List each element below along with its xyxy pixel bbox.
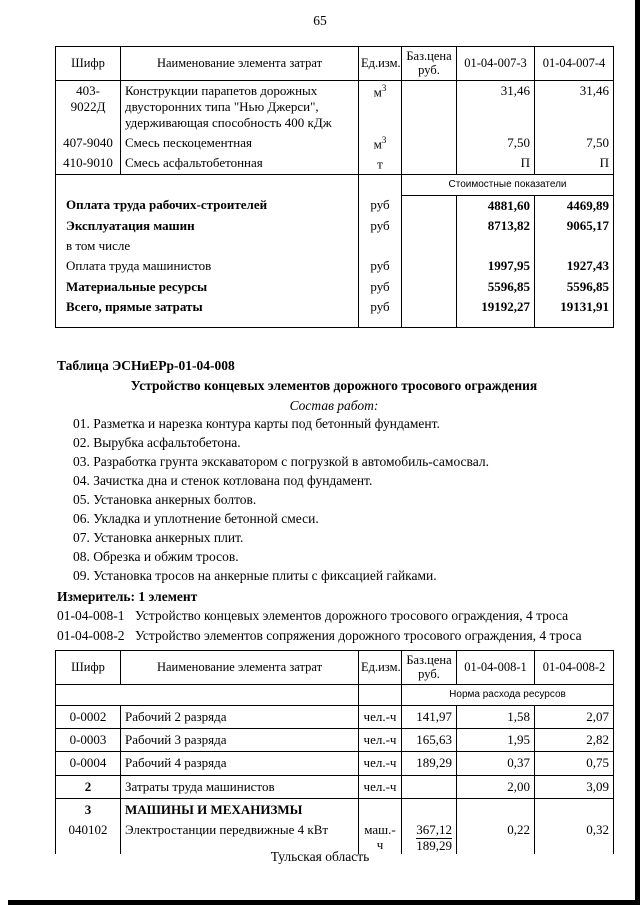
cost-value-1: 4881,60	[457, 195, 535, 216]
t1-col-norm1: 01-04-007-3	[457, 47, 535, 81]
works-label: Состав работ:	[289, 398, 379, 413]
cost-value-2	[535, 236, 614, 256]
table-row	[56, 133, 614, 154]
cost-row	[56, 195, 614, 216]
t1-col-code: Шифр	[56, 47, 121, 81]
cost-unit: руб	[359, 195, 402, 216]
t1-header-row	[56, 47, 614, 81]
cell-value-2: П	[535, 153, 614, 174]
cell-code: 410-9010	[56, 153, 121, 174]
table-row	[56, 80, 614, 132]
cell-unit	[359, 80, 402, 132]
t1-col-unit: Ед.изм.	[359, 47, 402, 81]
cell-price	[402, 133, 457, 154]
unit-base: м	[373, 135, 382, 151]
cost-name: Всего, прямые затраты	[56, 297, 359, 328]
cell-unit: чел.-ч	[359, 775, 402, 798]
section-title: Устройство концевых элементов дорожного тросового ограждения	[130, 378, 538, 393]
cell-code: 0-0004	[56, 752, 121, 775]
cell-name: Конструкции парапетов дорожных двусторонних типа "Нью Джерси", удерживающая способность 400 кДж	[121, 80, 359, 132]
cell-code: 2	[56, 775, 121, 798]
table-row	[56, 729, 614, 752]
scan-edge-bottom	[8, 900, 640, 905]
resource-table-008	[55, 650, 614, 854]
cost-indicators-label: Стоимостные показатели	[402, 174, 614, 195]
unit-sup: 3	[381, 134, 387, 145]
cost-value-1	[457, 236, 535, 256]
norm-item-desc: Устройство концевых элементов дорожного тросового ограждения, 4 троса	[135, 608, 569, 623]
cost-row-total	[56, 297, 614, 328]
cell-code: 040102	[56, 821, 121, 854]
norm-items-list	[57, 608, 582, 648]
cost-value-1: 5596,85	[457, 277, 535, 297]
cell-value-1: 1,95	[457, 729, 535, 752]
norm-item	[57, 608, 582, 628]
work-item: 04. Зачистка дна и стенок котлована под фундамент.	[73, 473, 373, 488]
spacer-cell	[56, 684, 359, 705]
cell-value-2: 3,09	[535, 775, 614, 798]
unit-base: т	[377, 156, 383, 172]
work-item: 01. Разметка и нарезка контура карты под бетонный фундамент.	[73, 416, 440, 431]
cell-value-1: 2,00	[457, 775, 535, 798]
cost-unit	[359, 236, 402, 256]
cell-name: Рабочий 2 разряда	[121, 705, 359, 728]
cell-value-2: 2,82	[535, 729, 614, 752]
cell-price	[402, 798, 457, 821]
resource-norms-divider-row	[56, 684, 614, 705]
cell-value-1: 0,22	[457, 821, 535, 854]
cell-value-1: 1,58	[457, 705, 535, 728]
cost-row	[56, 236, 614, 256]
t2-col-price: Баз.цена руб.	[402, 651, 457, 685]
cost-value-1: 19192,27	[457, 297, 535, 328]
cost-price	[402, 297, 457, 328]
table-row	[56, 775, 614, 798]
cost-value-2: 4469,89	[535, 195, 614, 216]
cell-name: Смесь асфальтобетонная	[121, 153, 359, 174]
measurer-label: Измеритель: 1 элемент	[57, 589, 198, 604]
cost-unit: руб	[359, 297, 402, 328]
cell-value-1	[457, 798, 535, 821]
cost-value-2: 1927,43	[535, 256, 614, 276]
cost-row	[56, 277, 614, 297]
cell-value-2: 2,07	[535, 705, 614, 728]
cost-name: Оплата труда рабочих-строителей	[56, 195, 359, 216]
norm-item	[57, 628, 582, 648]
cell-name: Затраты труда машинистов	[121, 775, 359, 798]
cell-unit	[359, 153, 402, 174]
work-item: 07. Установка анкерных плит.	[73, 530, 244, 545]
cell-name: Электростанции передвижные 4 кВт	[121, 821, 359, 854]
cost-unit: руб	[359, 277, 402, 297]
t1-col-norm2: 01-04-007-4	[535, 47, 614, 81]
norm-item-desc: Устройство элементов сопряжения дорожного тросового ограждения, 4 троса	[135, 628, 582, 643]
work-item: 05. Установка анкерных болтов.	[73, 492, 257, 507]
t2-col-name: Наименование элемента затрат	[121, 651, 359, 685]
cell-unit: чел.-ч	[359, 729, 402, 752]
cell-price: 141,97	[402, 705, 457, 728]
cell-name: МАШИНЫ И МЕХАНИЗМЫ	[121, 798, 359, 821]
work-item: 02. Вырубка асфальтобетона.	[73, 435, 241, 450]
norm-item-code: 01-04-008-2	[57, 628, 125, 643]
cost-row	[56, 216, 614, 236]
t2-col-unit: Ед.изм.	[359, 651, 402, 685]
cell-name: Смесь пескоцементная	[121, 133, 359, 154]
cell-value-1: 7,50	[457, 133, 535, 154]
table-code-label: Таблица ЭСНиЕРр-01-04-008	[57, 358, 235, 373]
cell-unit	[359, 798, 402, 821]
cost-table-007	[55, 46, 614, 328]
cost-name: в том числе	[56, 236, 359, 256]
t2-col-norm2: 01-04-008-2	[535, 651, 614, 685]
cell-code: 3	[56, 798, 121, 821]
cost-value-2: 5596,85	[535, 277, 614, 297]
cell-price	[402, 775, 457, 798]
t2-col-code: Шифр	[56, 651, 121, 685]
cell-unit: чел.-ч	[359, 752, 402, 775]
cell-name: Рабочий 4 разряда	[121, 752, 359, 775]
spacer-cell	[56, 174, 359, 195]
t2-header-row	[56, 651, 614, 685]
cell-value-2	[535, 798, 614, 821]
cell-value-2: 31,46	[535, 80, 614, 132]
cell-value-1: 0,37	[457, 752, 535, 775]
cell-price	[402, 80, 457, 132]
spacer-cell	[359, 174, 402, 195]
table-row	[56, 705, 614, 728]
price-denominator: 189,29	[416, 837, 452, 853]
region-footer: Тульская область	[270, 849, 370, 864]
norm-item-code: 01-04-008-1	[57, 608, 125, 623]
cost-value-1: 8713,82	[457, 216, 535, 236]
work-item: 08. Обрезка и обжим тросов.	[73, 549, 239, 564]
cell-value-1: 31,46	[457, 80, 535, 132]
t1-col-name: Наименование элемента затрат	[121, 47, 359, 81]
table-row	[56, 153, 614, 174]
cost-price	[402, 256, 457, 276]
t1-col-price: Баз.цена руб.	[402, 47, 457, 81]
cell-price: 165,63	[402, 729, 457, 752]
cost-row	[56, 256, 614, 276]
cost-name: Эксплуатация машин	[56, 216, 359, 236]
work-item: 09. Установка тросов на анкерные плиты с фиксацией гайками.	[73, 568, 437, 583]
price-numerator: 367,12	[416, 822, 452, 837]
cell-unit: маш.-ч	[359, 821, 402, 854]
cell-value-2: 7,50	[535, 133, 614, 154]
table-row	[56, 752, 614, 775]
cost-unit: руб	[359, 256, 402, 276]
spacer-cell	[359, 684, 402, 705]
cell-name: Рабочий 3 разряда	[121, 729, 359, 752]
cell-code: 0-0002	[56, 705, 121, 728]
cost-name: Материальные ресурсы	[56, 277, 359, 297]
cost-name: Оплата труда машинистов	[56, 256, 359, 276]
cost-price	[402, 236, 457, 256]
work-item: 03. Разработка грунта экскаватором с погрузкой в автомобиль-самосвал.	[73, 454, 489, 469]
cost-price	[402, 277, 457, 297]
cost-price	[402, 216, 457, 236]
cost-price	[402, 195, 457, 216]
works-list	[73, 416, 489, 587]
cost-indicators-divider-row	[56, 174, 614, 195]
cell-price: 189,29	[402, 752, 457, 775]
cell-value-2: 0,32	[535, 821, 614, 854]
cell-code: 407-9040	[56, 133, 121, 154]
cost-unit: руб	[359, 216, 402, 236]
cell-price	[402, 153, 457, 174]
cell-code: 0-0003	[56, 729, 121, 752]
cost-value-1: 1997,95	[457, 256, 535, 276]
resource-norms-label: Норма расхода ресурсов	[402, 684, 614, 705]
cost-value-2: 9065,17	[535, 216, 614, 236]
unit-sup: 3	[381, 82, 387, 93]
work-item: 06. Укладка и уплотнение бетонной смеси.	[73, 511, 319, 526]
table-section-row	[56, 798, 614, 821]
t2-col-norm1: 01-04-008-1	[457, 651, 535, 685]
cost-value-2: 19131,91	[535, 297, 614, 328]
scan-edge-right	[635, 0, 640, 905]
cell-unit: чел.-ч	[359, 705, 402, 728]
unit-base: м	[373, 84, 382, 100]
cell-value-1: П	[457, 153, 535, 174]
page-number: 65	[313, 13, 327, 28]
cell-value-2: 0,75	[535, 752, 614, 775]
cell-code: 403-9022Д	[56, 80, 121, 132]
cell-unit	[359, 133, 402, 154]
